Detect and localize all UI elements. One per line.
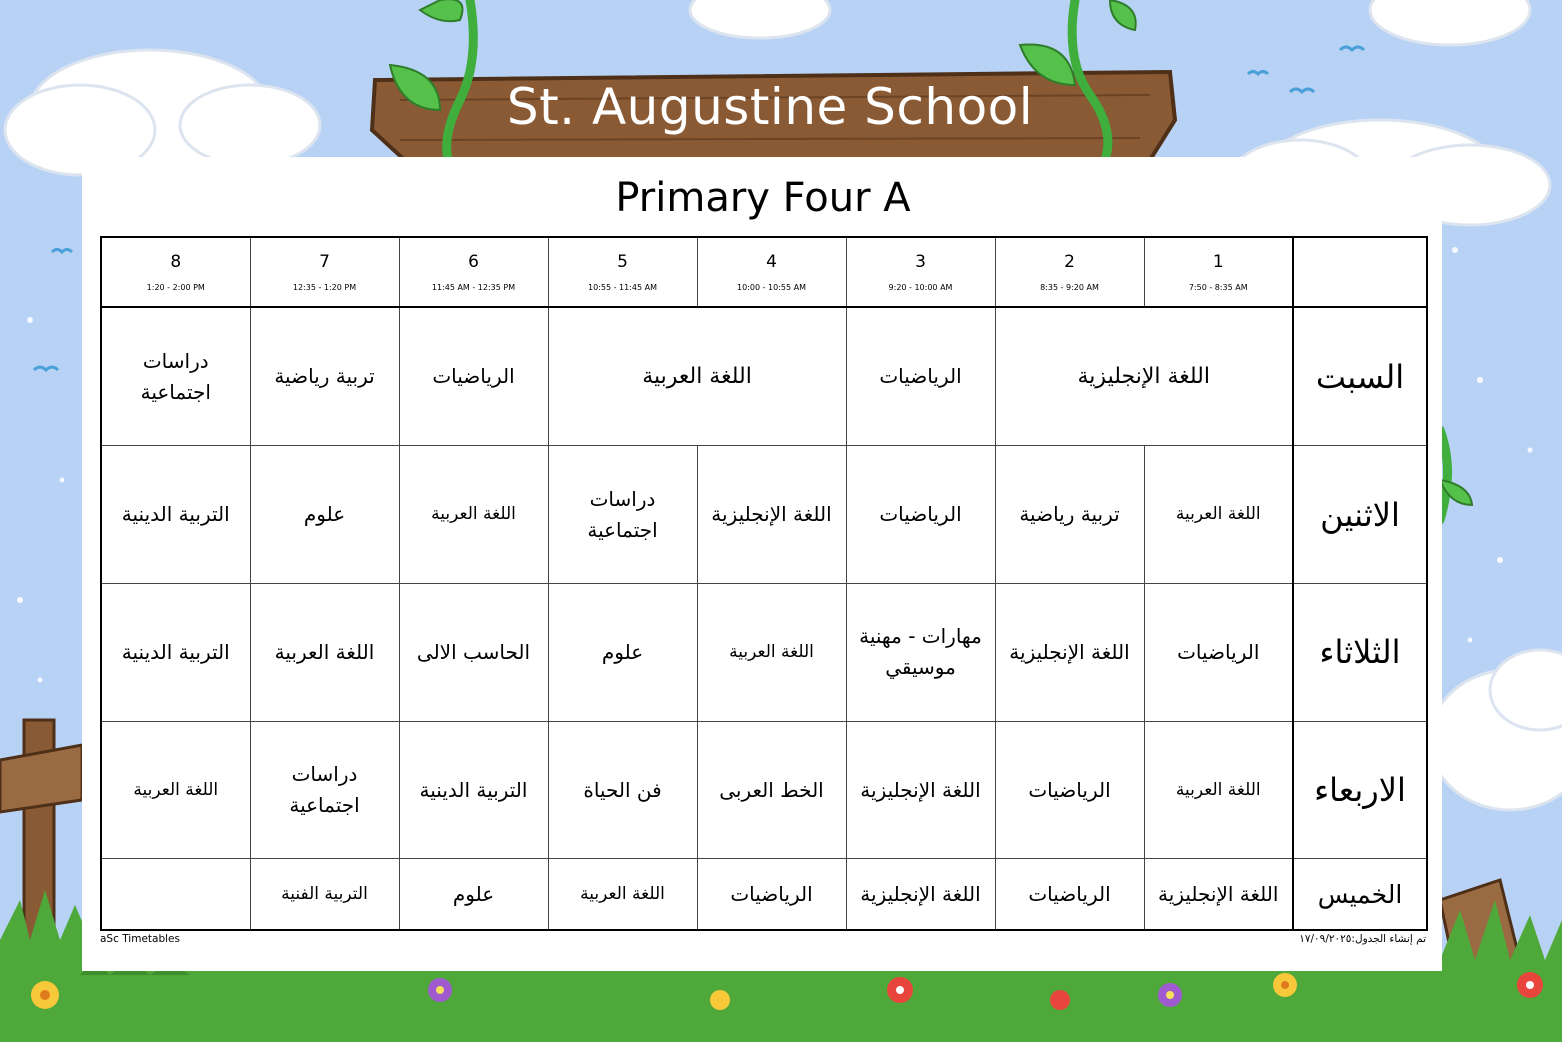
lesson-cell: اللغة العربية [1144, 446, 1293, 584]
lesson-cell: اللغة الإنجليزية [995, 584, 1144, 722]
lesson-cell: مهارات - مهنية موسيقي [846, 584, 995, 722]
class-title: Primary Four A [615, 175, 911, 221]
lesson-cell [101, 859, 250, 930]
lesson-cell: اللغة الإنجليزية [846, 721, 995, 859]
lesson-cell: الرياضيات [995, 859, 1144, 930]
lesson-cell: الخط العربى [697, 721, 846, 859]
lesson-cell: الرياضيات [399, 307, 548, 446]
lesson-cell: الرياضيات [846, 307, 995, 446]
day-row-tuesday [101, 584, 1427, 722]
lesson-cell: الحاسب الالى [399, 584, 548, 722]
day-row-saturday [101, 307, 1427, 446]
day-row-wednesday [101, 721, 1427, 859]
period-header-8: 8 1:20 - 2:00 PM [101, 237, 250, 307]
school-name: St. Augustine School [506, 78, 1034, 136]
period-header-3: 3 9:20 - 10:00 AM [846, 237, 995, 307]
period-header-5: 5 10:55 - 11:45 AM [548, 237, 697, 307]
lesson-cell: الرياضيات [697, 859, 846, 930]
lesson-cell: علوم [548, 584, 697, 722]
period-header-2: 2 8:35 - 9:20 AM [995, 237, 1144, 307]
period-header-6: 6 11:45 AM - 12:35 PM [399, 237, 548, 307]
lesson-cell: دراسات اجتماعية [548, 446, 697, 584]
lesson-cell: التربية الدينية [399, 721, 548, 859]
day-row-thursday [101, 859, 1427, 930]
period-header-4: 4 10:00 - 10:55 AM [697, 237, 846, 307]
generated-date: تم إنشاء الجدول:١٧/٠٩/٢٠٢٥ [1299, 933, 1426, 945]
day-label: السبت [1293, 307, 1427, 446]
lesson-cell: الرياضيات [1144, 584, 1293, 722]
lesson-cell: اللغة الإنجليزية [1144, 859, 1293, 930]
lesson-cell: تربية رياضية [250, 307, 399, 446]
lesson-cell: اللغة الإنجليزية [995, 307, 1293, 446]
lesson-cell: التربية الدينية [101, 584, 250, 722]
lesson-cell: دراسات اجتماعية [101, 307, 250, 446]
lesson-cell: اللغة الإنجليزية [697, 446, 846, 584]
day-label: الاثنين [1293, 446, 1427, 584]
lesson-cell: اللغة الإنجليزية [846, 859, 995, 930]
timetable-sheet [82, 157, 1442, 971]
lesson-cell: اللغة العربية [548, 307, 846, 446]
period-header-row [101, 237, 1427, 307]
lesson-cell: الرياضيات [995, 721, 1144, 859]
lesson-cell: التربية الفنية [250, 859, 399, 930]
day-label: الاربعاء [1293, 721, 1427, 859]
lesson-cell: علوم [250, 446, 399, 584]
lesson-cell: اللغة العربية [101, 721, 250, 859]
lesson-cell: فن الحياة [548, 721, 697, 859]
timetable-grid [100, 236, 1428, 931]
lesson-cell: دراسات اجتماعية [250, 721, 399, 859]
lesson-cell: علوم [399, 859, 548, 930]
day-row-monday [101, 446, 1427, 584]
lesson-cell: اللغة العربية [548, 859, 697, 930]
lesson-cell: اللغة العربية [1144, 721, 1293, 859]
lesson-cell: التربية الدينية [101, 446, 250, 584]
day-label: الخميس [1293, 859, 1427, 930]
lesson-cell: تربية رياضية [995, 446, 1144, 584]
lesson-cell: اللغة العربية [399, 446, 548, 584]
lesson-cell: اللغة العربية [250, 584, 399, 722]
generator-credit: aSc Timetables [100, 933, 180, 945]
lesson-cell: الرياضيات [846, 446, 995, 584]
period-header-7: 7 12:35 - 1:20 PM [250, 237, 399, 307]
corner-cell [1293, 237, 1427, 307]
lesson-cell: اللغة العربية [697, 584, 846, 722]
period-header-1: 1 7:50 - 8:35 AM [1144, 237, 1293, 307]
day-label: الثلاثاء [1293, 584, 1427, 722]
